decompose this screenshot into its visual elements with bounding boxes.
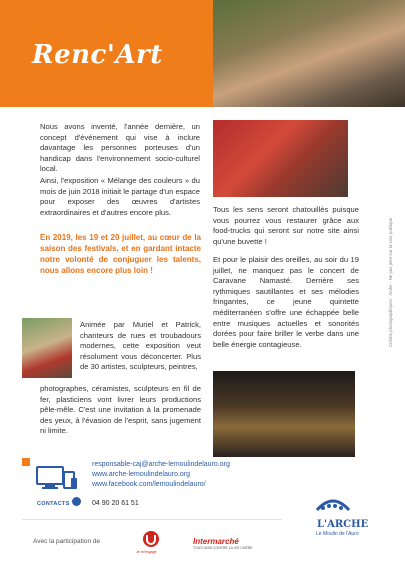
contact-phone[interactable]: 04 90 20 61 51 — [92, 500, 139, 507]
arche-subtitle: Le Moulin de l'Auro — [316, 531, 359, 537]
arche-logo-icon — [315, 492, 351, 514]
orange-marker — [22, 458, 30, 466]
concert-paragraph: Et pour le plaisir des oreilles, au soir du 19 juillet, ne manquez pas le concert de Caravane Namasté. Derrière ses rythmiques sautillantes et ses mélodies fringantes, ce jeune quintette méditerranéen s'offre une échappée belle entre musiques actuelles et sonorités dorées pour faire briller le verbe dans une belle énergie contagieuse. — [213, 255, 359, 349]
contact-website[interactable]: www.arche-lemoulindelauro.org — [92, 471, 191, 478]
phone-icon — [72, 497, 81, 506]
devices-icon — [36, 466, 78, 492]
exposition-paragraph: Ainsi, l'exposition « Mélange des couleurs » du mois de juin 2018 initiait le partage d'un espace pour exposer des œuvres d'artistes extraordinaires et d'autres encore plus. — [40, 176, 200, 217]
participation-label: Avec la participation de — [33, 538, 101, 545]
sponsor-u-subtitle: Je m'engage — [136, 550, 157, 554]
intro-paragraph: Nous avons inventé, l'année dernière, un concept d'événement qui vise à inclure davantage les personnes porteuses d'un handicap dans l'environnement socio-culturel local. — [40, 122, 200, 174]
photo-muriel-patrick — [22, 318, 72, 378]
sponsor-intermarche-subtitle: TOUS UNIS CONTRE LA VIE CHÈRE — [193, 546, 253, 550]
separator — [22, 519, 282, 520]
highlight-paragraph: En 2019, les 19 et 20 juillet, au cœur de la saison des festivals, et en gardant intacte notre volonté de conjuguer les talents, nous allons encore plus loin ! — [40, 233, 201, 275]
header-photo-dinner — [213, 0, 405, 107]
arche-name: L'ARCHE — [317, 519, 369, 530]
side-credit: Crédits photographiques : Arche - Ne pas jeter sur la voie publique — [388, 217, 393, 347]
animation-paragraph-2: photographes, céramistes, sculpteurs en fil de fer, plasticiens vont livrer leurs productions pêle-mêle. C'est une invitation à la promenade des yeux, à l'évasion de l'esprit, sans jugement ni limite. — [40, 384, 201, 436]
contact-email[interactable]: responsable-caj@arche-lemoulindelauro.org — [92, 461, 230, 468]
animation-paragraph-1: Animée par Muriel et Patrick, chanteurs de rues et troubadours modernes, cette exposition veut résolument vous déconcerter. Plus de 30 artistes, sculpteurs, peintres, — [80, 320, 201, 372]
photo-concert — [213, 371, 355, 457]
photo-foodtruck — [213, 120, 348, 197]
foodtruck-paragraph: Tous les sens seront chatouillés puisque vous pourrez vous restaurer grâce aux food-trucks qui seront sur notre site ainsi qu'une buvette ! — [213, 205, 359, 246]
contact-facebook[interactable]: www.facebook.com/lemoulindelauro/ — [92, 481, 206, 488]
sponsor-intermarche: Intermarché — [193, 537, 239, 546]
page-title: Renc'Art — [32, 40, 163, 70]
contacts-label: CONTACTS — [37, 501, 70, 507]
